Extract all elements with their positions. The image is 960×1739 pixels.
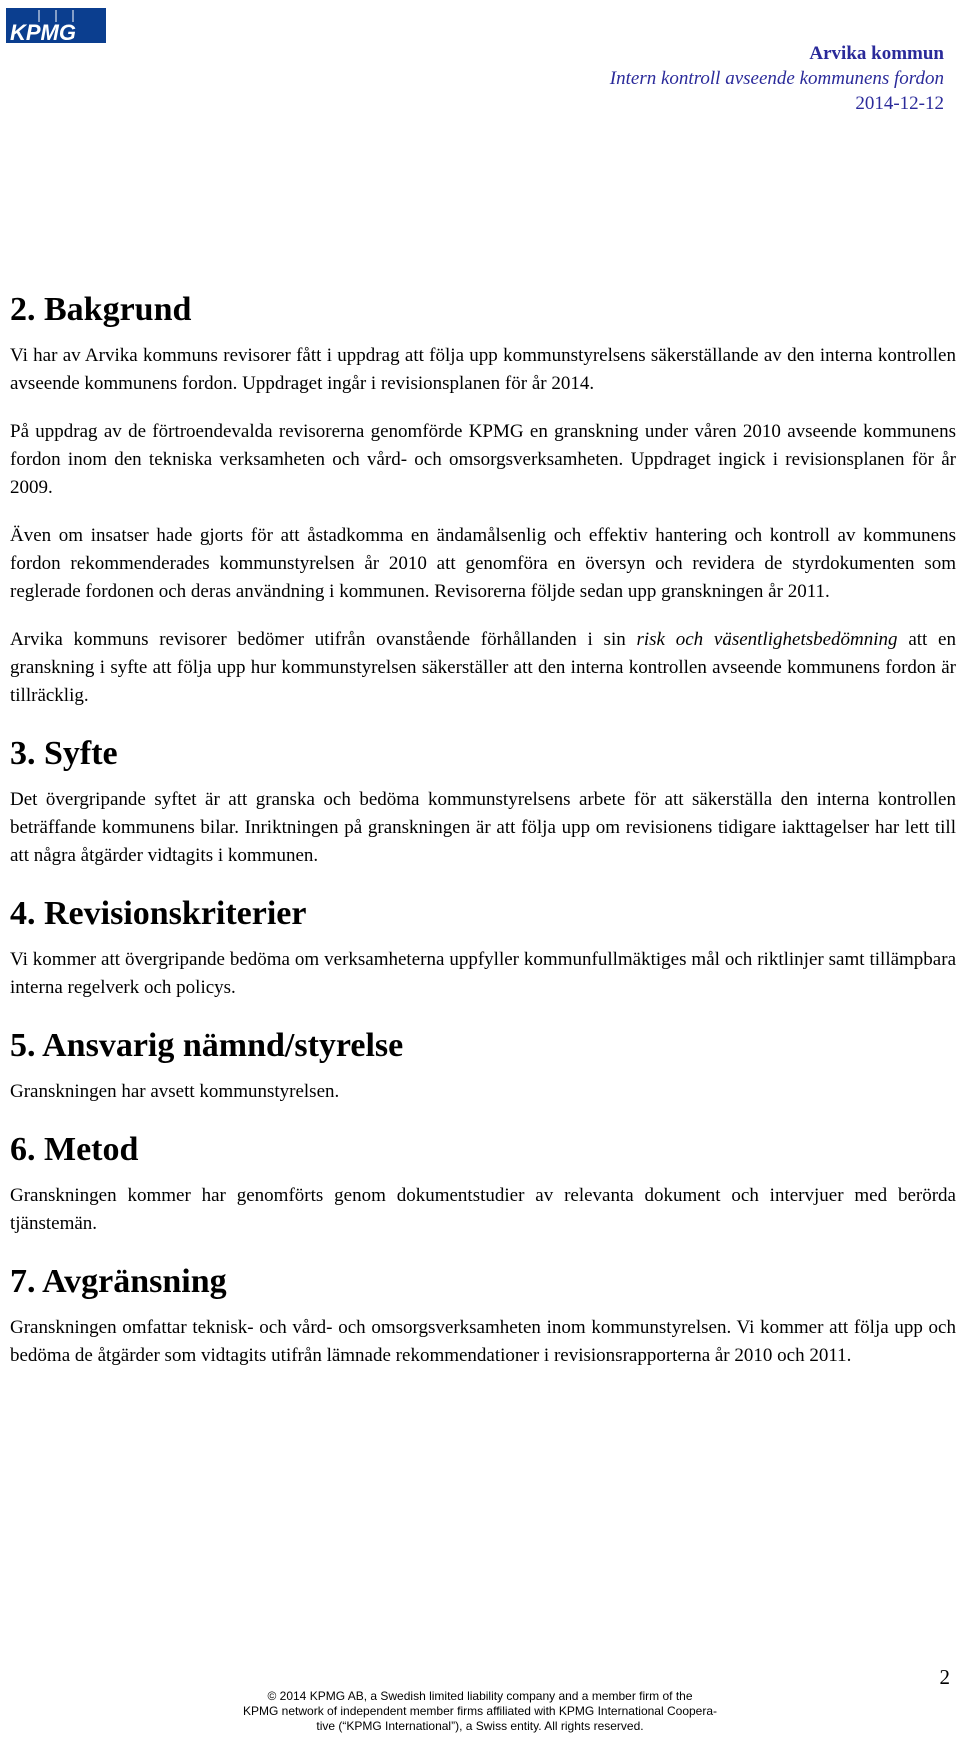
text-run: Även om insatser hade gjorts för att åstadkomma en ändamålsenlig och effektiv hantering och kontroll av kommunens fordon rekommenderades kommunstyrelsen år 2010 att genomföra en översyn och revidera de styrdokumenten som reglerade fordonen och deras användning i kommunen. Revisorerna följde sedan upp granskningen år 2011. bbox=[10, 525, 956, 602]
copyright-footer bbox=[0, 1689, 960, 1734]
section-heading: 4. Revisionskriterier bbox=[10, 895, 307, 932]
body-paragraph bbox=[10, 1182, 956, 1238]
text-run: Arvika kommuns revisorer bedömer utifrån ovanstående förhållanden i sin bbox=[10, 629, 637, 650]
footer-line: © 2014 KPMG AB, a Swedish limited liability company and a member firm of the bbox=[267, 1689, 693, 1703]
footer-line: tive (“KPMG International”), a Swiss entity. All rights reserved. bbox=[316, 1719, 644, 1733]
text-run: Vi kommer att övergripande bedöma om verksamheterna uppfyller kommunfullmäktiges mål och riktlinjer samt tillämpbara interna regelverk och policys. bbox=[10, 949, 956, 998]
section-heading: 3. Syfte bbox=[10, 735, 118, 772]
body-paragraph bbox=[10, 1078, 956, 1106]
header-date: 2014-12-12 bbox=[855, 93, 944, 114]
text-run: Granskningen har avsett kommunstyrelsen. bbox=[10, 1081, 340, 1102]
text-run: På uppdrag av de förtroendevalda revisorerna genomförde KPMG en granskning under våren 2010 avseende kommunens fordon inom den tekniska verksamheten och vård- och omsorgsverksamheten. Uppdraget ingick i revisionsplanen för år 2009. bbox=[10, 421, 956, 498]
body-paragraph bbox=[10, 418, 956, 502]
header-organization: Arvika kommun bbox=[809, 43, 944, 64]
section-heading: 2. Bakgrund bbox=[10, 291, 192, 328]
body-paragraph bbox=[10, 626, 956, 710]
kpmg-logo bbox=[6, 8, 106, 43]
footer-line: KPMG network of independent member firms affiliated with KPMG International Coopera- bbox=[243, 1704, 717, 1718]
text-run: Granskningen kommer har genomförts genom dokumentstudier av relevanta dokument och intervjuer med berörda tjänstemän. bbox=[10, 1185, 956, 1234]
kpmg-logo-mark bbox=[6, 8, 106, 43]
body-paragraph bbox=[10, 522, 956, 606]
body-paragraph bbox=[10, 1314, 956, 1370]
document-body bbox=[10, 290, 956, 1370]
italic-text: risk och väsentlighetsbedömning bbox=[636, 629, 898, 650]
text-run: Vi har av Arvika kommuns revisorer fått i uppdrag att följa upp kommunstyrelsens säkerställande av den interna kontrollen avseende kommunens fordon. Uppdraget ingår i revisionsplanen för år 2014. bbox=[10, 345, 956, 394]
text-run: Det övergripande syftet är att granska och bedöma kommunstyrelsens arbete för att säkerställa den interna kontrollen beträffande kommunens bilar. Inriktningen på granskningen är att följa upp om revisionens tidigare iakttagelser har lett till att några åtgärder vidtagits i kommunen. bbox=[10, 789, 956, 866]
kpmg-logo-text: KPMG bbox=[10, 20, 76, 43]
section-heading: 7. Avgränsning bbox=[10, 1263, 227, 1300]
section-heading: 6. Metod bbox=[10, 1131, 139, 1168]
page-number: 2 bbox=[939, 1665, 950, 1689]
text-run: att en granskning i syfte att följa upp hur kommunstyrelsen säkerställer att den interna kontrollen avseende kommunens fordon är tillräcklig. bbox=[10, 629, 956, 706]
section-heading: 5. Ansvarig nämnd/styrelse bbox=[10, 1027, 404, 1064]
header-subject: Intern kontroll avseende kommunens fordon bbox=[609, 68, 944, 89]
body-paragraph bbox=[10, 946, 956, 1002]
body-paragraph bbox=[10, 342, 956, 398]
document-header bbox=[610, 41, 944, 116]
text-run: Granskningen omfattar teknisk- och vård- och omsorgsverksamheten inom kommunstyrelsen. Vi kommer att följa upp och bedöma de åtgärder som vidtagits utifrån lämnade rekommendationer i revisionsrapporterna år 2010 och 2011. bbox=[10, 1317, 956, 1366]
body-paragraph bbox=[10, 786, 956, 870]
